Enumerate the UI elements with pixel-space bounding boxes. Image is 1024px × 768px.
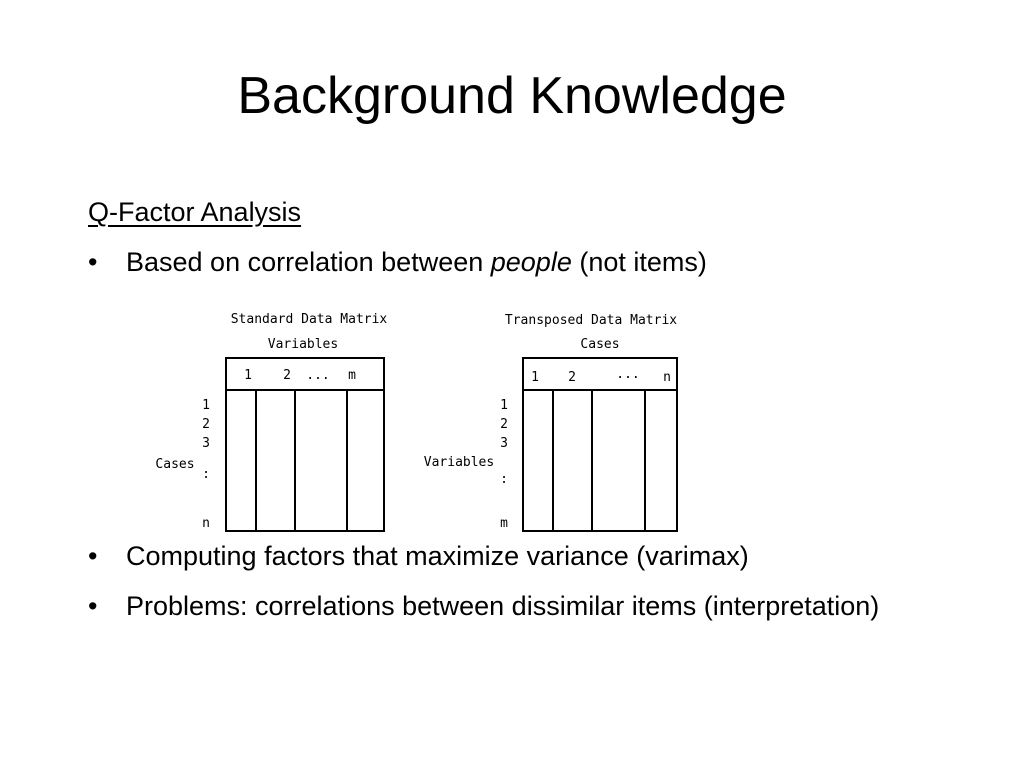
transposed-matrix-title: Transposed Data Matrix xyxy=(504,313,678,328)
bullet-correlation xyxy=(88,242,948,282)
bullet-text: Problems: correlations between dissimilar items (interpretation) xyxy=(126,591,880,621)
standard-col-label: 1 xyxy=(244,368,252,383)
standard-header-box xyxy=(226,358,384,390)
bullet-problems xyxy=(88,586,948,626)
transposed-matrix-subtitle: Cases xyxy=(580,337,620,352)
standard-matrix-title: Standard Data Matrix xyxy=(230,312,388,327)
bullet-text xyxy=(126,242,948,282)
standard-row-label: 2 xyxy=(202,417,210,432)
standard-matrix xyxy=(155,312,387,531)
standard-row-label: 1 xyxy=(202,398,210,413)
transposed-matrix xyxy=(424,313,677,531)
transposed-col-label: 2 xyxy=(568,370,576,385)
slide-title: Background Knowledge xyxy=(237,67,787,125)
standard-body-box xyxy=(226,390,384,531)
bullet-marker: • xyxy=(88,541,98,571)
standard-row-label: 3 xyxy=(202,436,210,451)
standard-col-label: ... xyxy=(306,368,330,383)
transposed-header-box xyxy=(523,358,677,390)
transposed-row-label: : xyxy=(500,472,508,487)
transposed-col-label: n xyxy=(663,370,671,385)
transposed-row-label: 1 xyxy=(500,398,508,413)
transposed-col-label: 1 xyxy=(531,370,539,385)
standard-row-label: : xyxy=(202,467,210,482)
transposed-row-label: m xyxy=(500,516,508,531)
transposed-side-label: Variables xyxy=(423,455,495,470)
bullet-marker: • xyxy=(88,247,98,277)
standard-matrix-subtitle: Variables xyxy=(267,337,339,352)
bullet-text: Computing factors that maximize variance (varimax) xyxy=(126,541,749,571)
standard-col-label: 2 xyxy=(283,368,291,383)
transposed-body-box xyxy=(523,390,677,531)
standard-col-label: m xyxy=(348,368,356,383)
bullet-varimax xyxy=(88,536,948,576)
transposed-col-label: ... xyxy=(616,367,640,382)
transposed-row-label: 3 xyxy=(500,436,508,451)
standard-side-label: Cases xyxy=(155,457,195,472)
standard-row-label: n xyxy=(202,516,210,531)
bullet-text-prefix: Based on correlation between xyxy=(126,247,491,277)
bullet-text-suffix: (not items) xyxy=(571,247,707,277)
transposed-row-label: 2 xyxy=(500,417,508,432)
bullet-marker: • xyxy=(88,591,98,621)
section-heading: Q-Factor Analysis xyxy=(88,197,302,227)
bullet-text-emphasis: people xyxy=(490,247,572,277)
